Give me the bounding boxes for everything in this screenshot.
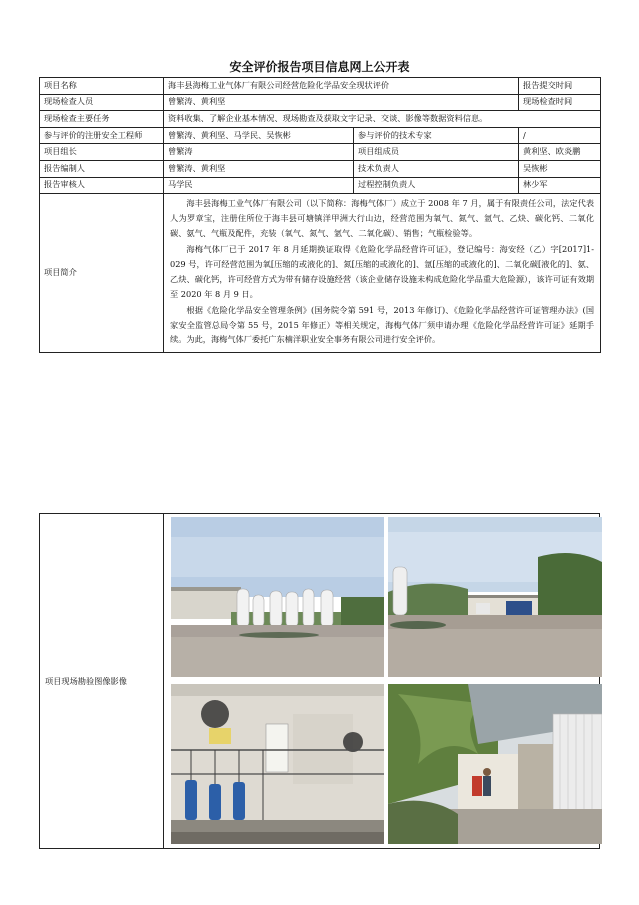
field-label: 项目组长 [40,144,164,161]
table-row [40,127,601,144]
field-value: 黄利坚、欧炎鹏 [519,144,601,161]
site-photo-corridor-worker [388,684,602,844]
photos-label: 项目现场勘验图像影像 [40,514,164,848]
table-row [40,160,601,177]
page-title: 安全评价报告项目信息网上公开表 [229,60,410,74]
table-row [40,111,601,128]
field-value: 海丰县海梅工业气体厂有限公司经营危险化学品安全现状评价 [164,78,519,95]
field-value: 吴恢彬 [519,160,601,177]
field-label: 报告审核人 [40,177,164,194]
field-value: 曾繁涛、黄利坚、马学民、吴恢彬 [164,127,354,144]
intro-content [164,194,601,353]
table-row [40,194,601,353]
field-label: 现场检查主要任务 [40,111,164,128]
field-value: 资料收集、了解企业基本情况、现场勘查及获取文字记录、交谈、影像等数据资料信息。 [164,111,601,128]
field-label: 报告提交时间 [519,78,601,95]
field-label: 报告编制人 [40,160,164,177]
info-table [39,77,601,353]
intro-paragraph: 海丰县海梅工业气体厂有限公司（以下简称：海梅气体厂）成立于 2008 年 7 月，属于有限责任公司，法定代表人为罗章宝，注册住所位于海丰县可塘镇洋甲洲大行山边，经营范围为氧气、氮气、氩气、乙炔、碳化钙、二氧化碳、氨气、气瓶及配件，充装（氧气、氮气、氩气、二氧化碳）、销售；气瓶检验等。 [170,198,595,238]
field-value: / [519,127,601,144]
site-photo-storage-tanks [171,517,384,677]
field-label: 技术负责人 [354,160,519,177]
field-value: 曾繁涛、黄利坚 [164,160,354,177]
field-value: 林少军 [519,177,601,194]
intro-label: 项目简介 [40,194,164,353]
field-label: 现场检查人员 [40,94,164,111]
table-row [40,177,601,194]
field-label: 项目名称 [40,78,164,95]
field-label: 参与评价的注册安全工程师 [40,127,164,144]
site-photo-yard-truck [388,517,602,677]
site-photos-section [39,513,600,849]
field-label: 过程控制负责人 [354,177,519,194]
field-label: 项目组成员 [354,144,519,161]
intro-paragraph: 海梅气体厂已于 2017 年 8 月延期换证取得《危险化学品经营许可证》，登记编号：海安经（乙）字[2017]1-029 号，许可经营范围为氧[压缩的或液化的]、氮[压缩的或液化的]、氩[压缩的或液化的]、二氧化碳[液化的]、氨、乙炔、碳化钙，许可经营方式为带有储存设施经营（该企业储存设施未构成危险化学品重大危险源），该许可证有效期至 2020 年 8 月 9 日。 [170,243,595,299]
field-value: 曾繁涛、黄利坚 [164,94,519,111]
table-row [40,94,601,111]
field-label: 现场检查时间 [519,94,601,111]
field-value: 马学民 [164,177,354,194]
site-photo-filling-room [171,684,384,844]
field-label: 参与评价的技术专家 [354,127,519,144]
field-value: 曾繁涛 [164,144,354,161]
table-row [40,78,601,95]
table-row [40,144,601,161]
photo-grid [164,514,599,848]
intro-paragraph: 根据《危险化学品安全管理条例》(国务院令第 591 号，2013 年修订)、《危险化学品经营许可证管理办法》(国家安全监管总局令第 55 号，2015 年修正）等相关规定，海梅气体厂须申请办理《危险化学品经营许可证》延期手续。为此，海梅气体厂委托广东楠洋职业安全事务有限公司进行安全评价。 [170,304,595,345]
